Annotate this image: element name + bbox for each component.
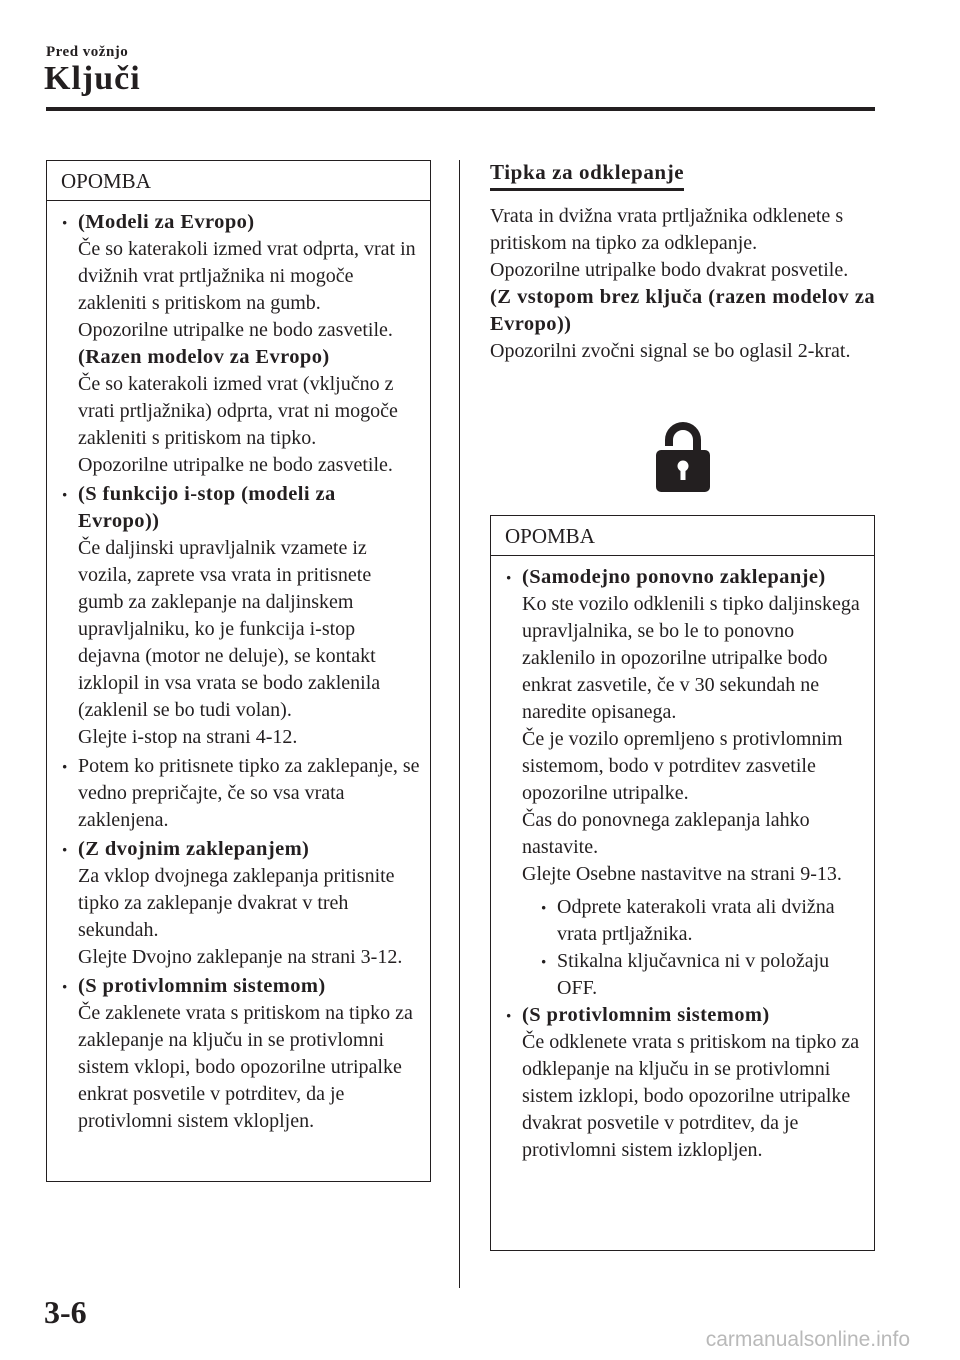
note-item-text: Opozorilne utripalke ne bodo zasvetile. [78,454,393,476]
note-subitem-text: · Stikalna ključavnica ni v položaju OFF. [557,950,830,999]
paragraph: Opozorilne utripalke bodo dvakrat posvetile. [490,259,849,281]
note-item-heading: · (Z dvojnim zaklepanjem) [78,838,310,860]
note-item-heading: · (S protivlomnim sistemom) [522,1004,770,1026]
note-body [47,201,430,1145]
page-number: 3-6 [44,1294,87,1330]
note-subitem [540,948,864,1002]
note-sublist [522,894,864,1002]
note-item-heading: (Razen modelov za Evropo) [78,346,330,368]
note-item-text: Če zaklenete vrata s pritiskom na tipko za zaklepanje na ključu in se protivlomni sistem vklopi, bodo opozorilne utripalke enkrat posvetile v potrditev, da je protivlomni sistem vklopljen. [78,1002,413,1132]
note-item-heading: · (Modeli za Evropo) [78,211,255,233]
paragraph-bold: (Z vstopom brez ključa (razen modelov za Evropo)) [490,286,875,335]
note-item-text: Če je vozilo opremljeno s protivlomnim sistemom, bodo v potrditev zasvetile opozorilne utripalke. [522,728,843,804]
note-item [61,753,420,834]
note-item-text: Glejte Dvojno zaklepanje na strani 3-12. [78,946,403,968]
note-item-text: Če odklenete vrata s pritiskom na tipko za odklepanje na ključu in se protivlomni sistem izklopi, bodo opozorilne utripalke dvakrat posvetile v potrditev, da je protivlomni sistem izklopljen. [522,1031,860,1161]
note-subitem-text: · Odprete katerakoli vrata ali dvižna vrata prtljažnika. [557,896,835,945]
note-item-heading: · (S funkcijo i-stop (modeli za Evropo)) [78,483,336,532]
note-body [491,556,874,1174]
note-item [61,973,420,1135]
left-note-box [46,160,431,1182]
header-rule [46,107,875,111]
section-label: Pred vožnjo [46,44,129,60]
note-item [505,564,864,1002]
page-title: Ključi [44,60,141,97]
paragraph: Opozorilni zvočni signal se bo oglasil 2-krat. [490,340,851,362]
unlock-icon [656,418,710,492]
note-heading: OPOMBA [47,161,430,201]
note-item-text: Opozorilne utripalke ne bodo zasvetile. [78,319,393,341]
note-item [61,481,420,751]
right-note-box [490,515,875,1251]
note-item-text: Če daljinski upravljalnik vzamete iz vozila, zaprete vsa vrata in pritisnete gumb za zaklepanje na daljinskem upravljalniku, ko je funkcija i-stop dejavna (motor ne deluje), se kontakt izklopil in vsa vrata se bodo zaklenila (zaklenil se bo tudi volan). [78,537,381,721]
note-item-text: · Potem ko pritisnete tipko za zaklepanje, se vedno prepričajte, če so vsa vrata zaklenjena. [78,755,420,831]
note-item [61,209,420,479]
note-item-heading: · (S protivlomnim sistemom) [78,975,326,997]
note-item-text: Če so katerakoli izmed vrat odprta, vrat in dvižnih vrat prtljažnika ni mogoče zakleniti s pritiskom na gumb. [78,238,416,314]
note-item-text: Glejte i-stop na strani 4-12. [78,726,298,748]
note-item-text: Za vklop dvojnega zaklepanja pritisnite tipko za zaklepanje dvakrat v treh sekundah. [78,865,395,941]
note-item-text: Čas do ponovnega zaklepanja lahko nastavite. [522,809,810,858]
note-item-text: Če so katerakoli izmed vrat (vključno z vrati prtljažnika) odprta, vrat ni mogoče zakleniti s pritiskom na tipko. [78,373,398,449]
note-item-text: Glejte Osebne nastavitve na strani 9-13. [522,863,842,885]
right-column [490,160,875,365]
note-heading: OPOMBA [491,516,874,556]
note-item-heading: · (Samodejno ponovno zaklepanje) [522,566,826,588]
section-title-unlock-button: Tipka za odklepanje [490,160,684,191]
note-item [505,1002,864,1164]
column-divider [459,160,460,1288]
paragraph: Vrata in dvižna vrata prtljažnika odklenete s pritiskom na tipko za odklepanje. [490,205,844,254]
note-subitem [540,894,864,948]
watermark: carmanualsonline.info [705,1328,910,1351]
note-item [61,836,420,971]
note-item-text: Ko ste vozilo odklenili s tipko daljinskega upravljalnika, se bo le to ponovno zaklenilo in opozorilne utripalke bodo enkrat zasvetile, če v 30 sekundah ne naredite opisanega. [522,593,860,723]
